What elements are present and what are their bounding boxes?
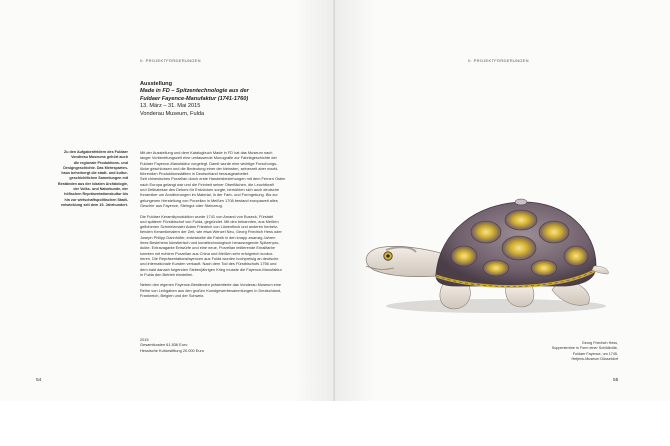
image-caption [540, 341, 618, 362]
body-text [140, 150, 300, 304]
caption-line: Fuldaer Fayence, um 1745, [572, 351, 618, 356]
sidebar-line: Beständen aus der lokalen Archäologie, [58, 181, 128, 186]
text-line: Geschirr aus Fayence, Steingut oder Steinzeug. [140, 202, 223, 208]
text-line: konnten mit echtem Porzellan aus China und Meißen sehr erfolgreich konkur- [140, 250, 274, 256]
text-line: langer Vorbereitungszeit eine umfassende Monografie zur Fabrikgeschichte der [140, 155, 277, 161]
text-line: Frankreich, Belgien und der Schweiz. [140, 293, 205, 299]
text-line: Seit chinesisches Porzellan durch erste Handelsbeziehungen mit dem Fernen Osten [140, 176, 286, 182]
finance-total: Gesamtkosten 61.836 Euro [140, 342, 188, 348]
text-line: Joseph Philipp Dannhöfer, entwickelte die Fabrik in den knapp zwanzig Jahren [140, 234, 276, 240]
text-line: und Delikatesse des Dekors für Entzücken sorgte, bemühten sich auch deutsche [140, 187, 280, 193]
finance-year: 2015 [140, 337, 149, 342]
sidebar-line: Zu den Aufgabenfeldern des Fuldaer [64, 150, 128, 154]
text-line: Neben den eigenen Fayence-Beständen präsentierte das Vonderau Museum eine [140, 282, 282, 288]
text-line: in Fulda den Betrieb einstellen. [140, 271, 194, 277]
text-line: gelungenen Herstellung von Porzellan in Meißen 1708 bestand europaweit alles [140, 197, 278, 203]
sidebar-line: der Volks- und Naturkunde, der [73, 187, 128, 192]
text-line: ihres Bestehens künstlerisch und kunsttechnologisch herausragende Spitzenpro- [140, 240, 280, 246]
caption-line: Suppenterrine in Form einer Schildkröte, [551, 346, 618, 351]
text-line: Keramiker um Annäherungen im Material, in der Farb- und Formgebung. Bis zur [140, 192, 278, 198]
exhibition-venue: Vonderau Museum, Fulda [140, 110, 205, 117]
text-line: und späterer Fürstbischof von Fulda, gegründet. Mit den bekannten, aus Meißen [140, 218, 279, 224]
caption-line: Georg Friedrich Hess, [581, 341, 618, 345]
sidebar-line: geschichtlichen Sammlungen mit [69, 176, 128, 181]
left-page [0, 0, 335, 401]
section-heading-left: II. PROJEKTFÖRDERUNGEN [140, 58, 201, 63]
sidebar-note [56, 150, 128, 208]
exhibition-dates: 13. März – 31. Mai 2015 [140, 103, 201, 110]
text-line: nach Europa gelangt war und die Feinheit seiner Oberflächen, die Leuchtkraft [140, 181, 274, 187]
paragraph-3 [140, 282, 300, 298]
text-line: führenden Produktionsstätten in Deutschland herausgearbeitet. [140, 171, 250, 177]
exhibition-title-line-1: Made in FD – Spitzentechnologie aus der [140, 88, 249, 95]
sidebar-line: hin zur wirtschaftspolitischen Stadt- [64, 197, 128, 202]
turtle-tureen-image [356, 186, 618, 316]
text-line: tienden Keramikmalern der Zeit, wie etwa Wenzel Neu, Georg Friedrich Hess oder [140, 229, 282, 235]
paragraph-1 [140, 150, 300, 208]
sidebar-line: haus beherbergt die stadt- und kultur- [61, 171, 128, 176]
sidebar-line: höfischen Repräsentationskultur bis [64, 192, 128, 197]
text-line: Reihe von Leihgaben aus den großen Kunstgewerbesammlungen in Deutschland, [140, 287, 282, 293]
text-line: geflohenen Schmelzmaler Adam Friedrich von Löwenfinck und anderen herbeiz- [140, 224, 279, 230]
sidebar-line: entwicklung seit dem 19. Jahrhundert. [60, 202, 128, 207]
finance-funding: Hessische Kulturstiftung 20.000 Euro [140, 347, 205, 353]
text-line: Die Fuldaer Keramikproduktion wurde 1741 von Amand von Buseck, Fürstabt [140, 213, 274, 219]
text-line: lücke geschlossen und die Bedeutung einer der kleinsten, seinerzeit aber markt- [140, 165, 279, 171]
sidebar-line: Vonderau Museums gehört auch [71, 155, 128, 160]
text-line: dukte. Extravagante Entwürfe und eine neue, Porzellan imitierende Emailfarbe [140, 245, 275, 251]
text-line: und internationale Kunden verkauft. Nach dem Tod des Fürstbischofs 1756 und [140, 261, 277, 267]
sidebar-line: Designgeschichte. Das Mehrsparten- [63, 165, 128, 170]
page-number-right: 55 [613, 378, 619, 383]
exhibition-title-line-2: Fuldaer Fayence-Manufaktur (1741-1760) [140, 95, 249, 102]
sidebar-line: die regionale Produktions- und [73, 160, 128, 165]
exhibition-label: Ausstellung [140, 81, 173, 87]
text-line: rieren. Die Repräsentationsfayencen aus Fulda wurden hochpreisig an deutsche [140, 255, 279, 261]
page-number-left: 54 [36, 378, 42, 383]
finance-block [140, 337, 300, 353]
text-line: dem bald danach folgenden Siebenjährigen Krieg musste die Fayence-Manufaktur [140, 266, 282, 272]
text-line: Mit der Ausstellung und dem Katalogbuch Made in FD hat das Museum nach [140, 150, 273, 155]
text-line: Fuldaer Fayence-Manufaktur vorgelegt. Damit wurde eine wichtige Forschungs- [140, 160, 278, 166]
section-heading-right: II. PROJEKTFÖRDERUNGEN [468, 58, 529, 63]
paragraph-2 [140, 214, 300, 278]
caption-line: Hetjens-Museum Düsseldorf [571, 356, 618, 361]
exhibition-block [140, 81, 300, 118]
